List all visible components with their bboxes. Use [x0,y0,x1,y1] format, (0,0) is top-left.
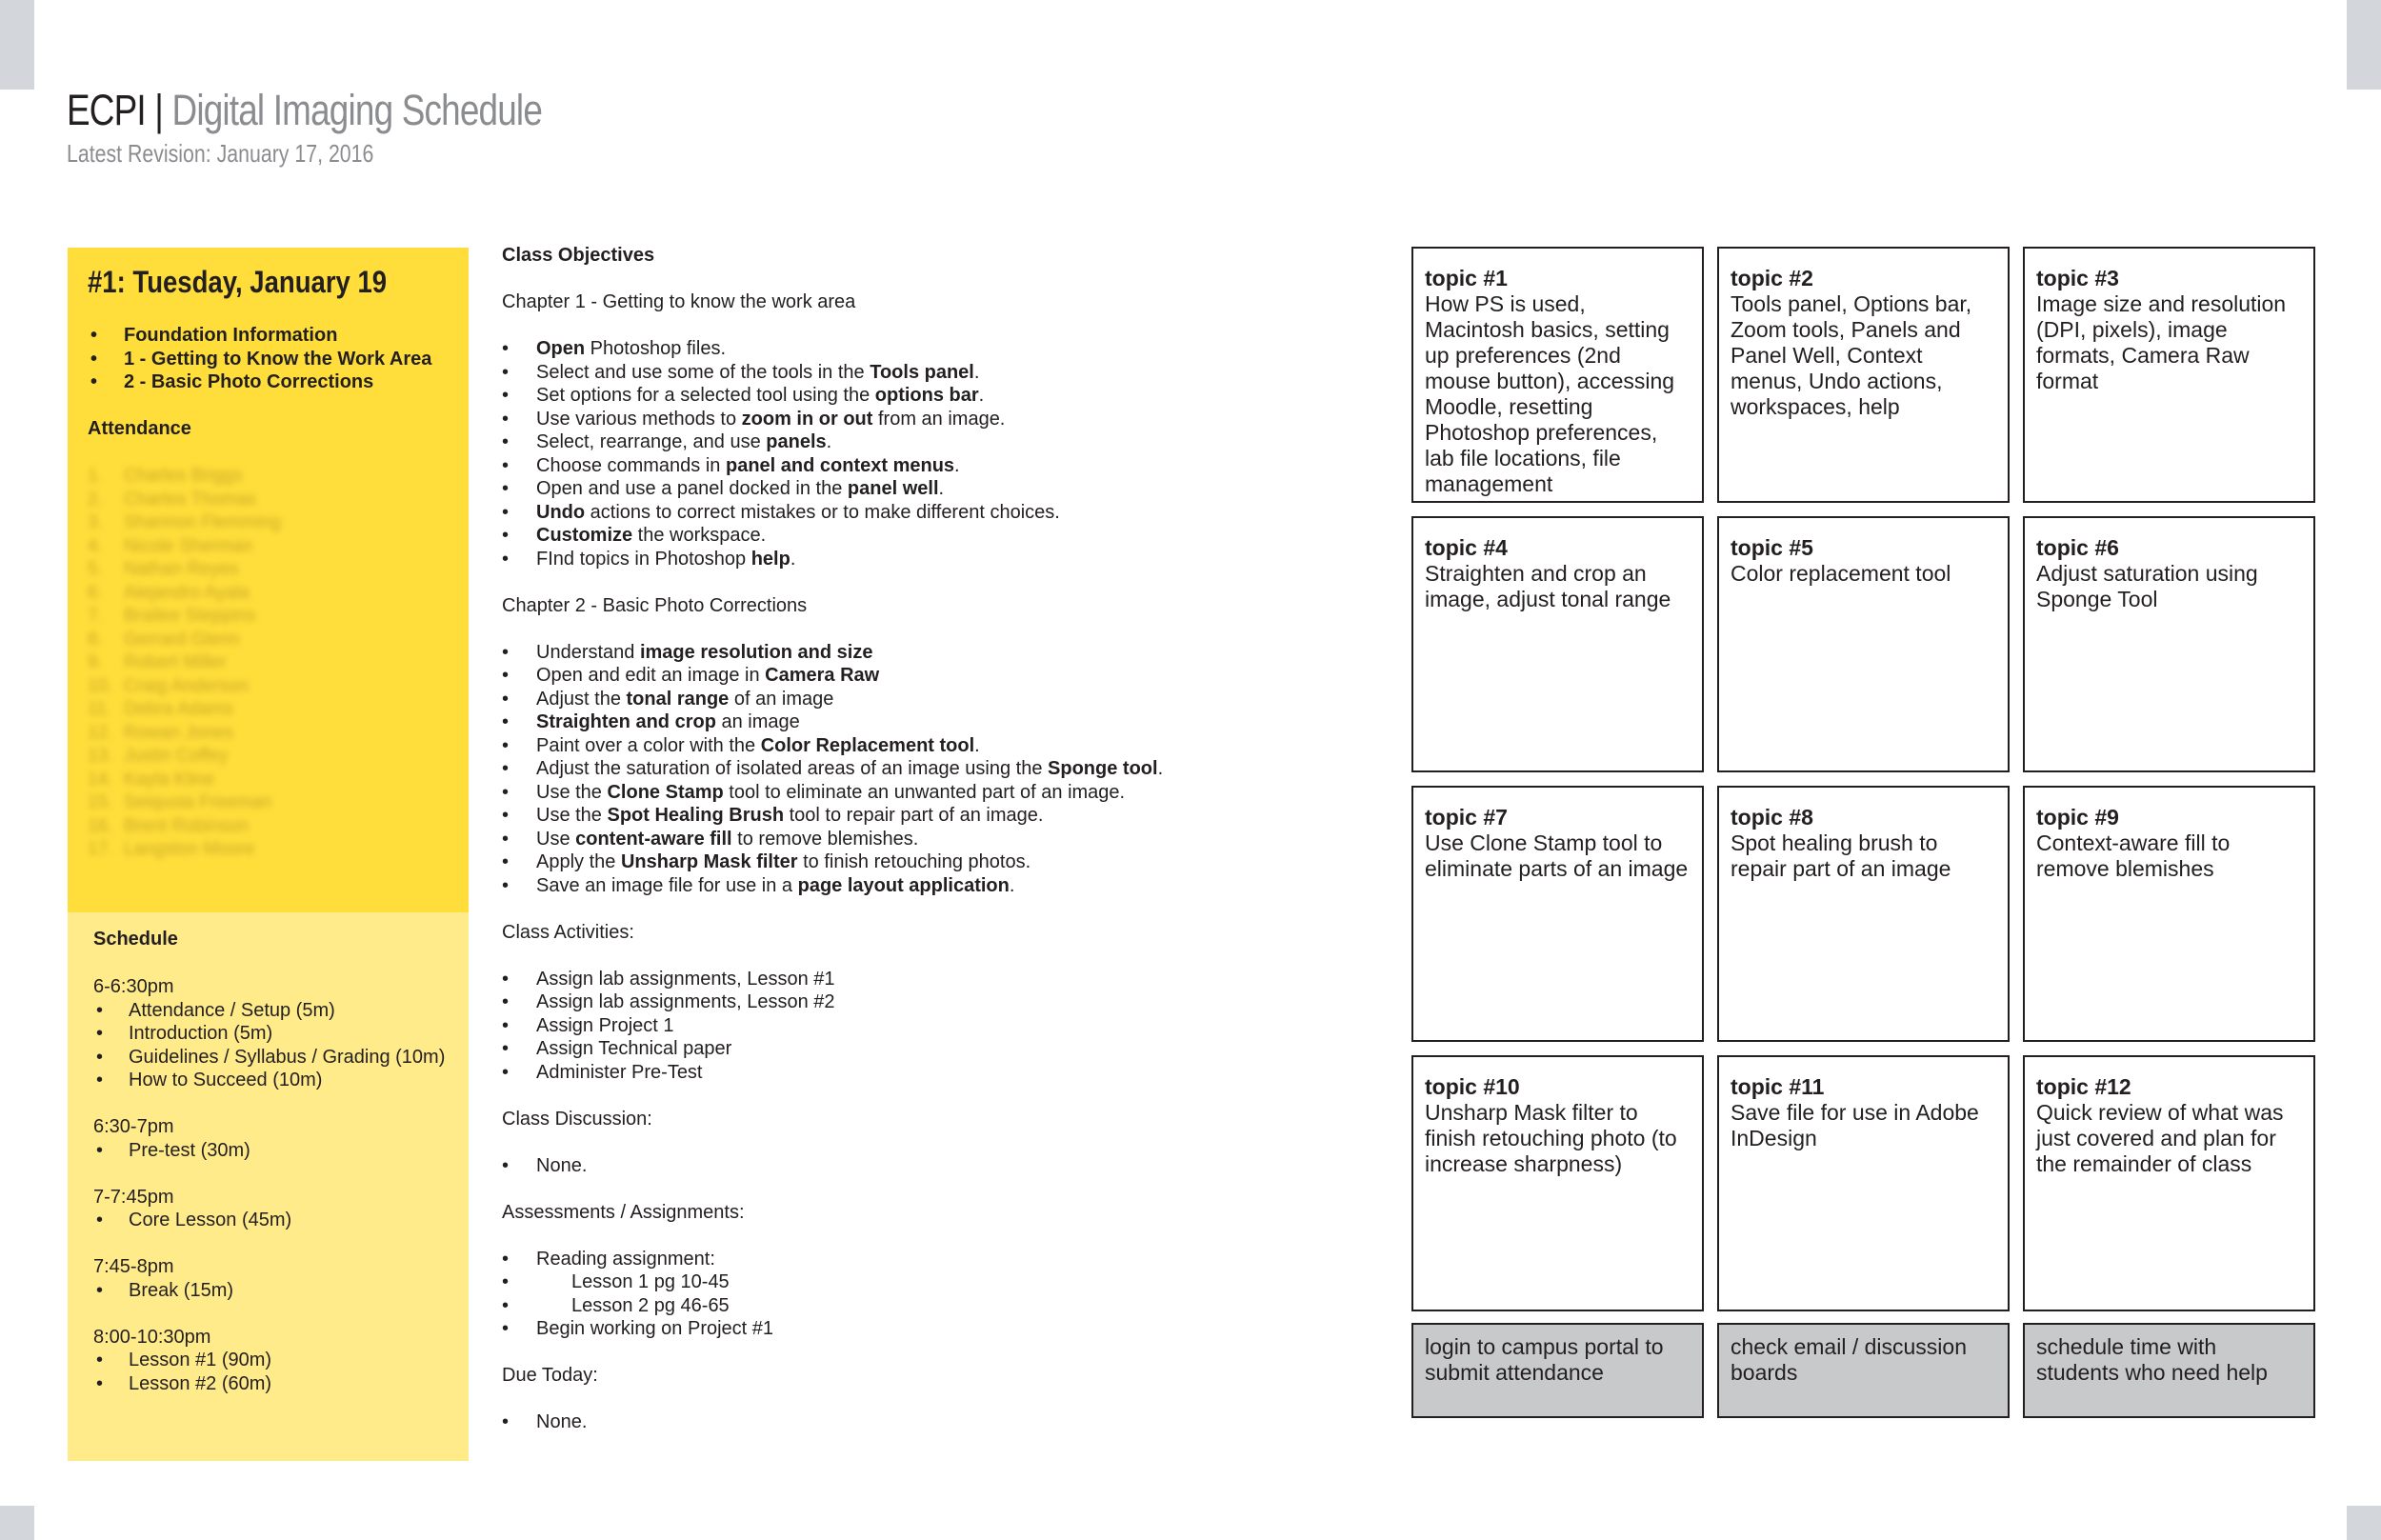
topic-title: topic #7 [1425,805,1508,830]
schedule-block-items [93,1279,455,1303]
objective-text: . [1157,758,1164,779]
attendee-number: 2. [88,489,103,510]
attendee-name: Langston Moore [124,839,255,859]
page-title [67,86,542,135]
topic-text: Image size and resolution (DPI, pixels), image formats, Camera Raw format [2036,291,2287,393]
activities-list [502,968,1359,1085]
topic-text: Adjust saturation using Sponge Tool [2036,561,2258,611]
objective-keyword: Color Replacement tool [760,734,975,756]
objective-item [502,828,1359,851]
objective-keyword: Customize [536,525,633,546]
attendee-number: 1. [88,466,103,486]
objective-text: Use the [536,781,608,803]
attendee [88,815,281,839]
schedule-time: 6-6:30pm [93,976,174,997]
assessments-list [502,1248,1359,1341]
objective-item [502,501,1359,525]
topic-card-3 [2023,247,2315,503]
attendee-number: 17. [88,839,113,859]
objective-text: . [978,385,985,406]
objective-text: Set options for a selected tool using the [536,385,875,406]
schedule-time: 7:45-8pm [93,1256,174,1277]
activities-label: Class Activities: [502,921,634,943]
objective-text: Use various methods to [536,408,742,430]
attendee-number: 6. [88,582,103,603]
attendee-name: Charles Briggs [124,466,243,486]
attendee [88,698,281,722]
schedule-block-items [93,1209,455,1232]
attendee [88,489,281,512]
attendee [88,745,281,769]
attendee-name: Brent Robinson [124,815,249,836]
topic-text: Unsharp Mask filter to finish retouching photo (to increase sharpness) [1425,1100,1677,1176]
objective-item [502,757,1359,781]
revision-date: Latest Revision: January 17, 2016 [67,139,374,168]
attendee-name: Brailee Steppins [124,606,256,626]
org-name: ECPI [67,86,146,134]
topic-text: Spot healing brush to repair part of an image [1731,830,1951,881]
objective-text: to finish retouching photos. [797,851,1031,872]
topic-text: Save file for use in Adobe InDesign [1731,1100,1979,1150]
topic-text: Context-aware fill to remove blemishes [2036,830,2231,881]
activity-item: • Administer Pre-Test [502,1061,1359,1085]
action-card-help: schedule time with students who need help [2023,1323,2315,1418]
chapter2-heading: Chapter 2 - Basic Photo Corrections [502,594,808,616]
attendee [88,722,281,746]
assessment-item: • Lesson 2 pg 46-65 [502,1294,1359,1318]
attendee [88,791,281,815]
attendee [88,582,281,606]
activity-item: • Assign Technical paper [502,1037,1359,1061]
objective-text: the workspace. [632,525,767,546]
session-topic-list [88,324,459,394]
attendee-number: 5. [88,559,103,579]
objective-keyword: panel and context menus [725,454,955,476]
corner-mark-top-left [0,0,34,90]
objective-keyword: Spot Healing Brush [607,805,785,826]
objective-text: Adjust the saturation of isolated areas of an image using the [536,758,1049,779]
objective-text: FInd topics in Photoshop [536,548,751,570]
schedule-label: Schedule [93,929,178,950]
objective-text: Select, rearrange, and use [536,431,767,452]
objective-text: Photoshop files. [585,338,726,359]
topic-text: Straighten and crop an image, adjust tonal range [1425,561,1671,611]
topic-title: topic #12 [2036,1074,2131,1099]
objective-text: . [974,734,980,756]
due-item: • None. [502,1410,1359,1434]
attendance-label: Attendance [88,418,191,439]
action-card-email: check email / discussion boards [1717,1323,2010,1418]
attendee [88,511,281,535]
objective-keyword: Camera Raw [765,665,880,686]
topic-title: topic #4 [1425,535,1508,560]
discussion-label: Class Discussion: [502,1108,652,1130]
class-objectives [502,244,1359,1434]
schedule-item: • Introduction (5m) [93,1022,455,1046]
schedule-block-items [93,1349,455,1395]
objective-text: . [954,454,960,476]
topic-card-4 [1411,516,1704,772]
corner-mark-bottom-left [0,1506,34,1540]
discussion-list [502,1154,1359,1178]
objective-keyword: panels [766,431,827,452]
objective-text: of an image [729,688,834,710]
objective-text: from an image. [872,408,1006,430]
objective-keyword: Open [536,338,586,359]
schedule-time: 7-7:45pm [93,1186,174,1208]
objective-item [502,688,1359,711]
topic-card-1 [1411,247,1704,503]
chapter1-heading: Chapter 1 - Getting to know the work area [502,291,856,312]
objective-item [502,781,1359,805]
attendee [88,838,281,862]
topic-card-8 [1717,786,2010,1042]
discussion-item: • None. [502,1154,1359,1178]
objective-item [502,548,1359,571]
objective-text: Open and use a panel docked in the [536,478,848,499]
topic-text: Color replacement tool [1731,561,1951,586]
attendee-number: 15. [88,792,113,812]
objective-keyword: Unsharp Mask filter [620,851,798,872]
schedule-item: • Guidelines / Syllabus / Grading (10m) [93,1046,455,1070]
objective-keyword: Undo [536,501,586,523]
objective-item [502,337,1359,361]
schedule-item: • Lesson #1 (90m) [93,1349,455,1372]
attendee-number: 10. [88,675,113,696]
topic-title: topic #10 [1425,1074,1520,1099]
chapter1-objectives [502,337,1359,570]
objective-text: Use the [536,805,608,826]
attendee [88,651,281,675]
objective-text: . [826,431,832,452]
objective-text: Understand [536,641,640,663]
objective-keyword: Clone Stamp [607,781,724,803]
attendee-name: Rowan Jones [124,722,234,743]
schedule-item: • Attendance / Setup (5m) [93,999,455,1023]
objective-text: actions to correct mistakes or to make different choices. [585,501,1060,523]
objective-keyword: image resolution and size [639,641,873,663]
objective-keyword: Straighten and crop [536,711,716,732]
schedule-time: 8:00-10:30pm [93,1326,211,1348]
objective-text: . [1009,874,1015,896]
objective-keyword: help [750,548,790,570]
topic-title: topic #6 [2036,535,2119,560]
objective-keyword: Sponge tool [1048,758,1158,779]
attendee-name: Charles Thomas [124,489,257,510]
objective-item [502,361,1359,385]
attendee-number: 16. [88,815,113,836]
objective-text: to remove blemishes. [731,828,919,850]
attendee-name: Shannon Flemming [124,512,281,532]
objective-item [502,710,1359,734]
objective-keyword: panel well [847,478,939,499]
topic-card-7 [1411,786,1704,1042]
topic-card-12 [2023,1055,2315,1311]
topic-text: Tools panel, Options bar, Zoom tools, Panels and Panel Well, Context menus, Undo actions, workspaces, help [1731,291,1972,419]
objective-item [502,430,1359,454]
objective-item [502,804,1359,828]
objective-keyword: content-aware fill [575,828,732,850]
session-topic: • Foundation Information [88,324,459,348]
objective-text: Save an image file for use in a [536,874,798,896]
topic-title: topic #1 [1425,266,1508,290]
session-title: #1: Tuesday, January 19 [88,265,388,299]
objective-text: Adjust the [536,688,627,710]
schedule-time: 6:30-7pm [93,1116,174,1137]
corner-mark-top-right [2347,0,2381,90]
attendee-name: Craig Anderson [124,675,249,696]
objective-item [502,664,1359,688]
objective-keyword: page layout application [797,874,1010,896]
session-topic: • 2 - Basic Photo Corrections [88,370,459,394]
schedule-item: • How to Succeed (10m) [93,1069,455,1092]
topic-card-6 [2023,516,2315,772]
attendee [88,629,281,652]
objective-text: . [973,361,980,383]
attendee-name: Kayla Kline [124,769,215,790]
attendee-number: 7. [88,606,103,626]
objective-text: an image [715,711,800,732]
objective-keyword: zoom in or out [741,408,873,430]
objective-keyword: options bar [874,385,979,406]
schedule-name: Digital Imaging Schedule [171,86,543,134]
schedule-block-items [93,999,455,1092]
objective-item [502,850,1359,874]
objective-item [502,641,1359,665]
topic-title: topic #8 [1731,805,1813,830]
objective-text: tool to eliminate an unwanted part of an image. [723,781,1126,803]
schedule-item: • Lesson #2 (60m) [93,1372,455,1396]
assessment-item: • Lesson 1 pg 10-45 [502,1270,1359,1294]
attendee-number: 13. [88,746,113,766]
topic-card-5 [1717,516,2010,772]
topic-title: topic #2 [1731,266,1813,290]
topic-text: Quick review of what was just covered and plan for the remainder of class [2036,1100,2284,1176]
attendee-number: 3. [88,512,103,532]
attendance-list [88,465,281,862]
attendee-name: Seiquoia Freeman [124,792,272,812]
objective-text: tool to repair part of an image. [784,805,1044,826]
title-separator: | [154,86,164,134]
attendee-name: Debra Adams [124,699,234,719]
session-topic: • 1 - Getting to Know the Work Area [88,348,459,371]
topic-title: topic #3 [2036,266,2119,290]
objective-item [502,384,1359,408]
objective-keyword: Tools panel [870,361,974,383]
objective-item [502,874,1359,898]
due-label: Due Today: [502,1365,598,1386]
chapter2-objectives [502,641,1359,898]
objective-text: . [790,548,796,570]
objective-text: Use [536,828,576,850]
objective-text: Select and use some of the tools in the [536,361,870,383]
topic-text: Use Clone Stamp tool to eliminate parts of an image [1425,830,1689,881]
attendee-number: 12. [88,722,113,743]
objective-item [502,408,1359,431]
schedule-list [93,975,455,1419]
activity-item: • Assign lab assignments, Lesson #1 [502,968,1359,991]
attendee [88,558,281,582]
assessments-label: Assessments / Assignments: [502,1201,745,1223]
objective-text: . [938,478,945,499]
schedule-block-items [93,1139,455,1163]
attendee-name: Alejandro Ayala [124,582,250,603]
attendee-name: Nathan Reyes [124,559,239,579]
attendee-name: Gerrard Glenn [124,629,240,650]
activity-item: • Assign lab assignments, Lesson #2 [502,990,1359,1014]
schedule-item: • Pre-test (30m) [93,1139,455,1163]
objective-item [502,734,1359,758]
topic-text: How PS is used, Macintosh basics, setting up preferences (2nd mouse button), accessing Moodle, resetting Photoshop preferences, lab file locations, file management [1425,291,1675,496]
attendee [88,675,281,699]
action-card-attendance: login to campus portal to submit attendance [1411,1323,1704,1418]
due-list [502,1410,1359,1434]
objective-text: Open and edit an image in [536,665,766,686]
activity-item: • Assign Project 1 [502,1014,1359,1038]
objective-text: Paint over a color with the [536,734,761,756]
objective-text: Choose commands in [536,454,726,476]
assessment-item: • Reading assignment: [502,1248,1359,1271]
assessment-item: • Begin working on Project #1 [502,1317,1359,1341]
topic-card-2 [1717,247,2010,503]
attendee-name: Robert Miller [124,652,227,672]
attendee-number: 14. [88,769,113,790]
objective-keyword: tonal range [626,688,730,710]
corner-mark-bottom-right [2347,1506,2381,1540]
objective-item [502,477,1359,501]
attendee [88,605,281,629]
attendee-name: Justin Coffey [124,746,229,766]
topic-card-11 [1717,1055,2010,1311]
topic-card-10 [1411,1055,1704,1311]
schedule-item: • Break (15m) [93,1279,455,1303]
attendee-number: 8. [88,629,103,650]
attendee-number: 11. [88,699,112,719]
objective-text: Apply the [536,851,621,872]
objective-item [502,524,1359,548]
schedule-item: • Core Lesson (45m) [93,1209,455,1232]
attendee-name: Nicole Sherman [124,535,253,556]
topic-title: topic #5 [1731,535,1813,560]
topic-card-9 [2023,786,2315,1042]
attendee [88,465,281,489]
topic-title: topic #11 [1731,1074,1825,1099]
topic-title: topic #9 [2036,805,2119,830]
objective-item [502,454,1359,478]
attendee-number: 9. [88,652,103,672]
objectives-heading: Class Objectives [502,245,655,266]
attendee [88,535,281,559]
attendee-number: 4. [88,535,103,556]
attendee [88,769,281,792]
